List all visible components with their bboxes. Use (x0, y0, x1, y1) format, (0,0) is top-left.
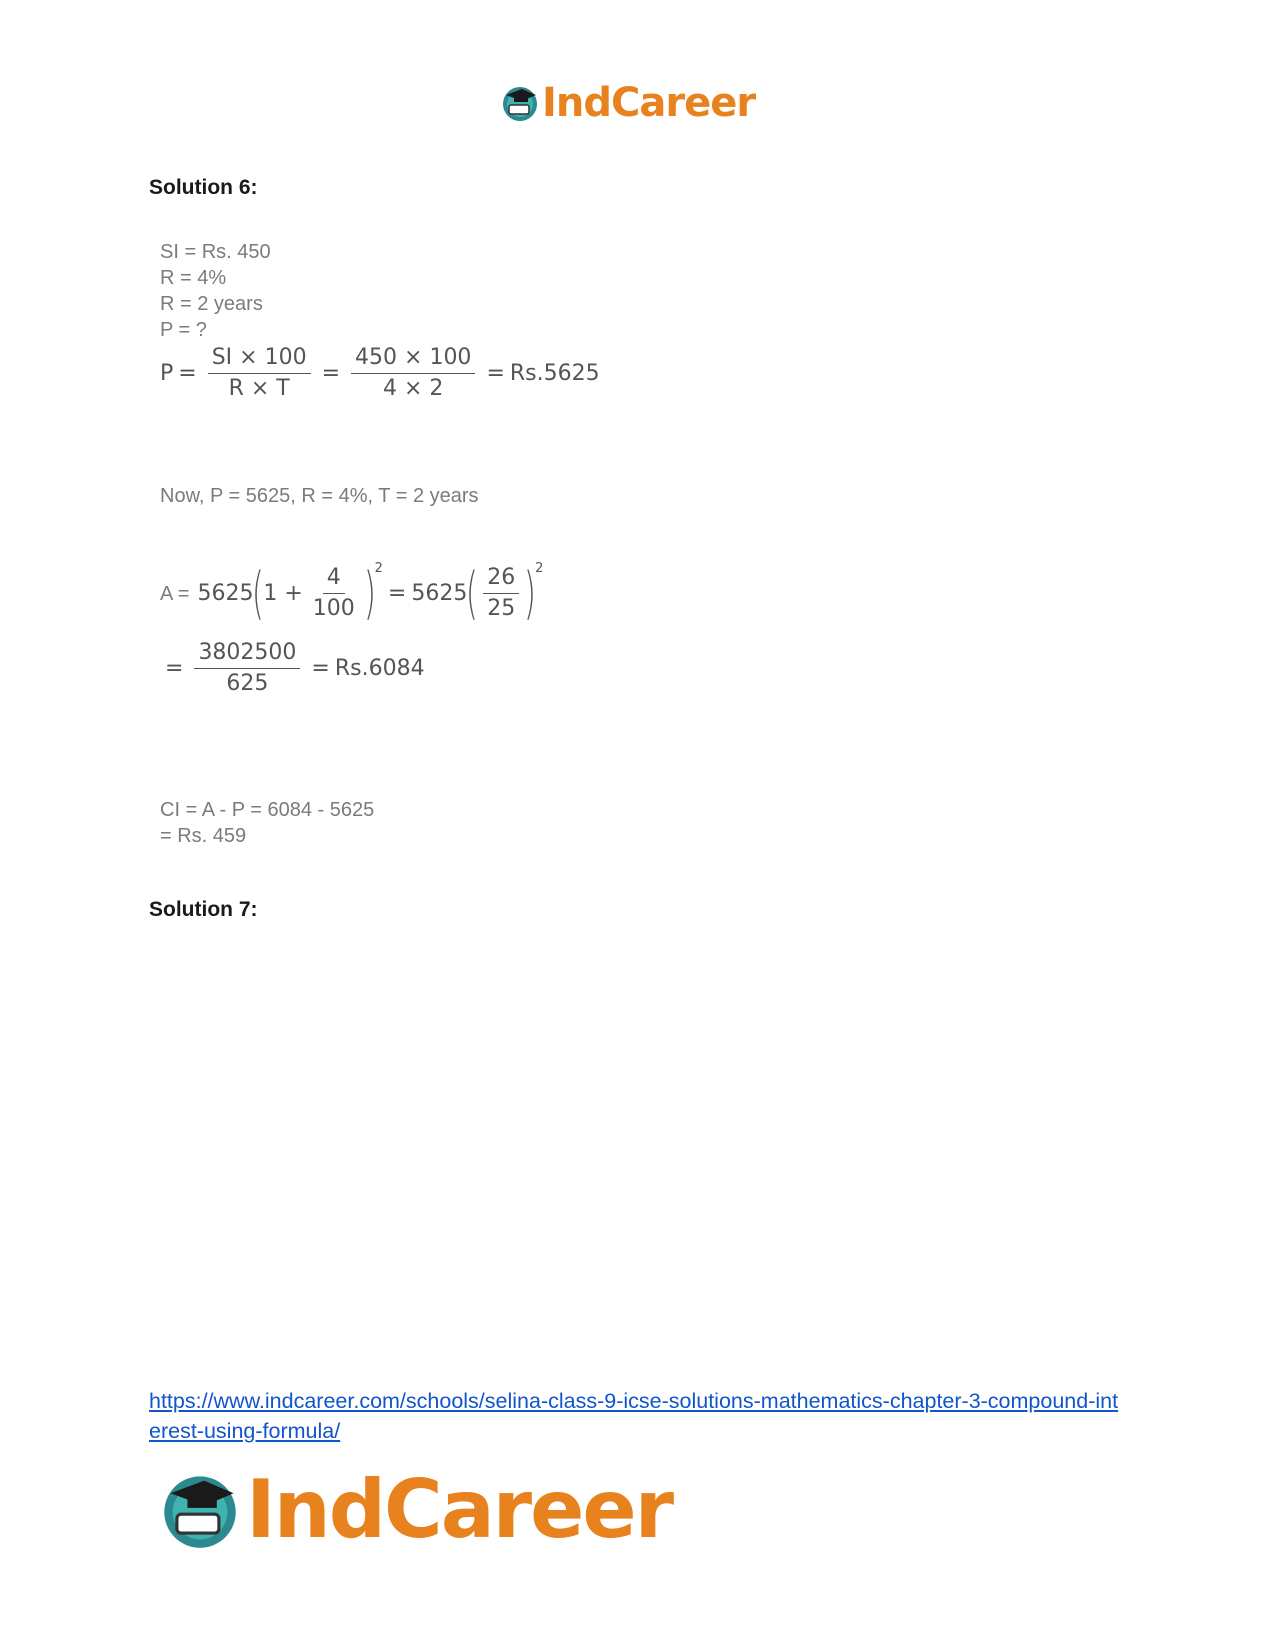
a-result: Rs.6084 (334, 656, 425, 681)
principal-formula: P = $\frac{SI \times 100}{R \times T}$ = $\frac{450 \times 100}{4 \times 2}$ = Rs.5625 (160, 345, 600, 401)
a-base-2: 5625 (411, 581, 468, 606)
source-link[interactable]: https://www.indcareer.com/schools/selina-class-9-icse-solutions-mathematics-chapter-3-compound-interest-using-formula/ (149, 1389, 1119, 1443)
graduation-book-icon (158, 1468, 242, 1552)
logo-text: IndCareer (246, 1463, 673, 1556)
given-t: R = 2 years (160, 293, 263, 315)
graduation-book-icon (500, 83, 540, 123)
solution-7-heading: Solution 7: (149, 898, 258, 921)
p-result: Rs.5625 (509, 361, 600, 386)
exponent-2: 2 (535, 561, 544, 576)
given-r: R = 4% (160, 267, 227, 289)
p-lhs: P (160, 361, 174, 386)
now-line: Now, P = 5625, R = 4%, T = 2 years (160, 485, 479, 507)
given-si: SI = Rs. 450 (160, 241, 271, 263)
header-logo (500, 78, 755, 128)
logo-text: IndCareer (542, 80, 756, 126)
ci-line-2: = Rs. 459 (160, 825, 247, 847)
fraction-ratio: $\frac{26}{25}$ (483, 565, 519, 622)
given-p: P = ? (160, 319, 207, 341)
solution-6-heading: Solution 6: (149, 176, 258, 199)
a-base: 5625 (197, 581, 254, 606)
amount-formula: A = 5625 ( 1 + $\frac{4}{100}$ ) 2 = 5625 ( $\frac{26}{25}$ ) 2 (160, 560, 544, 626)
amount-result-formula: = $\frac{3802500}{625}$ = Rs.6084 (165, 640, 425, 696)
ci-line-1: CI = A - P = 6084 - 5625 (160, 799, 375, 821)
fraction-values: $\frac{450 \times 100}{4 \times 2}$ (351, 345, 475, 402)
fraction-rate: $\frac{4}{100}$ (312, 565, 355, 621)
a-lhs: A = (160, 583, 190, 605)
exponent-1: 2 (374, 561, 383, 576)
footer-logo (158, 1462, 672, 1557)
one-plus: 1 + (263, 581, 303, 606)
fraction-si: $\frac{SI \times 100}{R \times T}$ (208, 345, 311, 402)
fraction-amount: $\frac{3802500}{625}$ (194, 640, 300, 697)
